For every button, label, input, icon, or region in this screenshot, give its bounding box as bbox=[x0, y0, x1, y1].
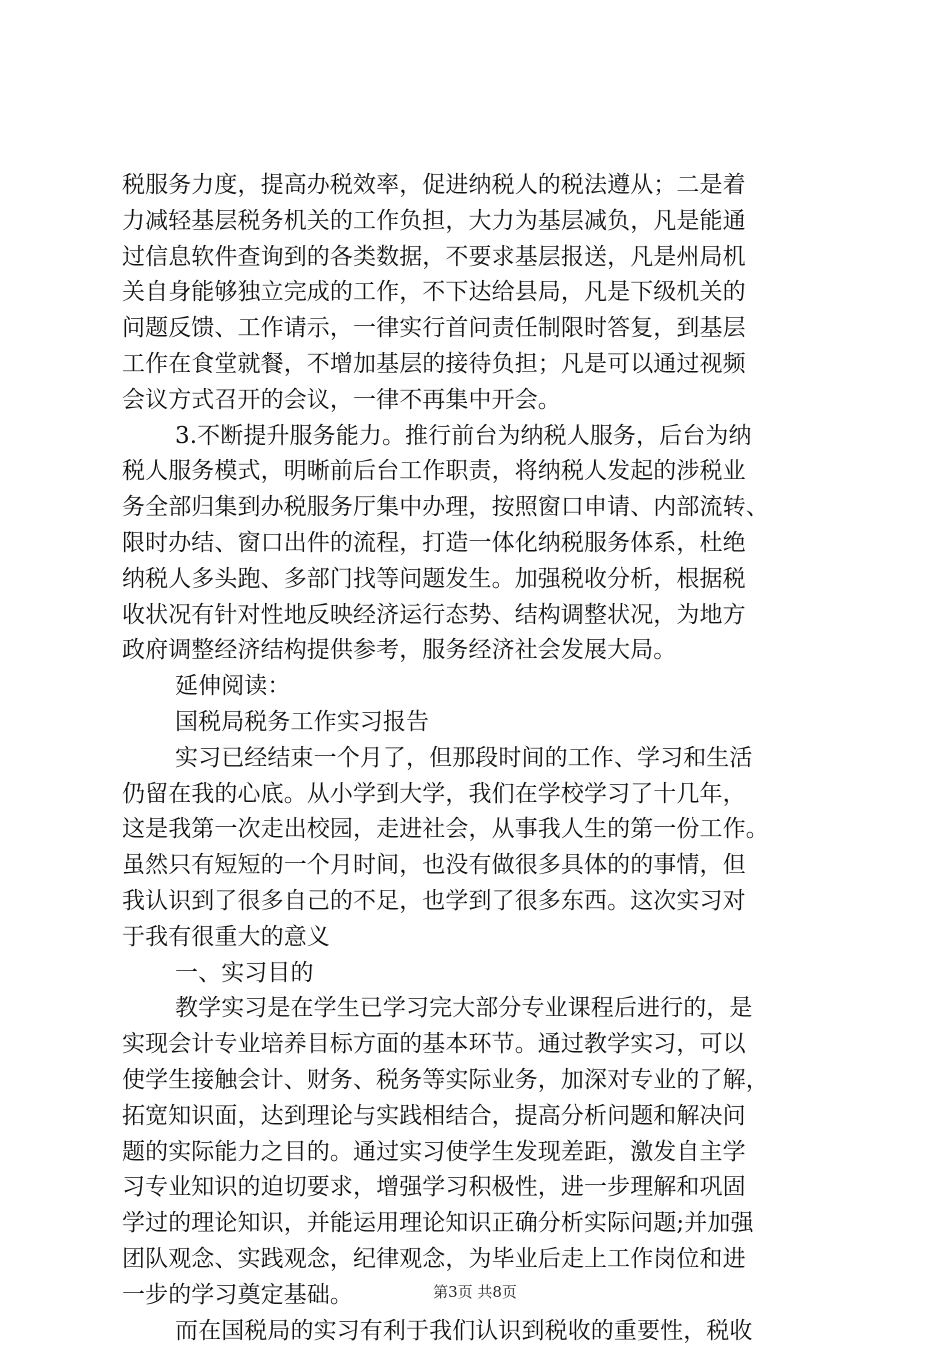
text-line: 税人服务模式，明晰前后台工作职责，将纳税人发起的涉税业 bbox=[122, 454, 837, 490]
text-line: 税服务力度，提高办税效率，促进纳税人的税法遵从；二是着 bbox=[122, 168, 837, 204]
text-line: 习专业知识的迫切要求，增强学习积极性，进一步理解和巩固 bbox=[122, 1170, 837, 1206]
text-line: 团队观念、实践观念，纪律观念，为毕业后走上工作岗位和进 bbox=[122, 1242, 837, 1278]
text-line: 限时办结、窗口出件的流程，打造一体化纳税服务体系，杜绝 bbox=[122, 526, 837, 562]
document-body bbox=[122, 168, 837, 1349]
text-line: 3.不断提升服务能力。推行前台为纳税人服务，后台为纳 bbox=[122, 419, 837, 455]
text-line: 问题反馈、工作请示，一律实行首问责任制限时答复，到基层 bbox=[122, 311, 837, 347]
text-line: 仍留在我的心底。从小学到大学，我们在学校学习了十几年， bbox=[122, 777, 837, 813]
text-line: 延伸阅读： bbox=[122, 669, 837, 705]
text-line: 一步的学习奠定基础。 bbox=[122, 1278, 837, 1314]
text-line: 拓宽知识面，达到理论与实践相结合，提高分析问题和解决问 bbox=[122, 1099, 837, 1135]
text-line: 收状况有针对性地反映经济运行态势、结构调整状况，为地方 bbox=[122, 598, 837, 634]
text-line: 过信息软件查询到的各类数据，不要求基层报送，凡是州局机 bbox=[122, 240, 837, 276]
text-line: 学过的理论知识，并能运用理论知识正确分析实际问题;并加强 bbox=[122, 1206, 837, 1242]
text-line: 我认识到了很多自己的不足，也学到了很多东西。这次实习对 bbox=[122, 884, 837, 920]
text-line: 教学实习是在学生已学习完大部分专业课程后进行的，是 bbox=[122, 991, 837, 1027]
page-number-footer: 第3页 共8页 bbox=[0, 1281, 950, 1302]
text-line: 政府调整经济结构提供参考，服务经济社会发展大局。 bbox=[122, 633, 837, 669]
text-line: 工作在食堂就餐，不增加基层的接待负担；凡是可以通过视频 bbox=[122, 347, 837, 383]
text-line: 这是我第一次走出校园，走进社会，从事我人生的第一份工作。 bbox=[122, 812, 837, 848]
text-line: 题的实际能力之目的。通过实习使学生发现差距，激发自主学 bbox=[122, 1135, 837, 1171]
text-line: 使学生接触会计、财务、税务等实际业务，加深对专业的了解， bbox=[122, 1063, 837, 1099]
text-line: 实习已经结束一个月了，但那段时间的工作、学习和生活 bbox=[122, 741, 837, 777]
text-line: 虽然只有短短的一个月时间，也没有做很多具体的的事情，但 bbox=[122, 848, 837, 884]
text-line: 实现会计专业培养目标方面的基本环节。通过教学实习，可以 bbox=[122, 1027, 837, 1063]
text-line: 于我有很重大的意义 bbox=[122, 920, 837, 956]
section-heading: 一、实习目的 bbox=[122, 956, 837, 992]
text-line: 会议方式召开的会议，一律不再集中开会。 bbox=[122, 383, 837, 419]
text-line: 务全部归集到办税服务厅集中办理，按照窗口申请、内部流转、 bbox=[122, 490, 837, 526]
text-line: 而在国税局的实习有利于我们认识到税收的重要性，税收 bbox=[122, 1314, 837, 1349]
text-line: 力减轻基层税务机关的工作负担，大力为基层减负，凡是能通 bbox=[122, 204, 837, 240]
text-line: 关自身能够独立完成的工作，不下达给县局，凡是下级机关的 bbox=[122, 275, 837, 311]
text-line: 纳税人多头跑、多部门找等问题发生。加强税收分析，根据税 bbox=[122, 562, 837, 598]
section-heading: 国税局税务工作实习报告 bbox=[122, 705, 837, 741]
